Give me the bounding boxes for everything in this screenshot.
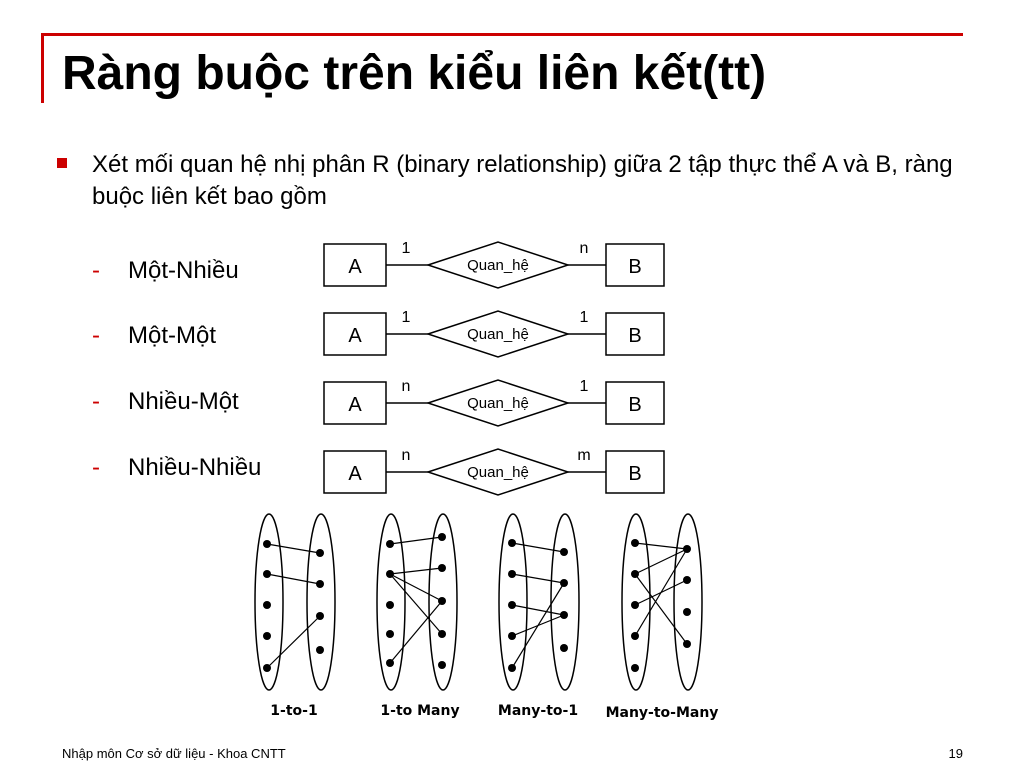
footer-page-number: 19 bbox=[948, 746, 963, 761]
mapping-lines bbox=[512, 543, 564, 668]
mapping-diagrams bbox=[250, 508, 740, 728]
cardinality-left: n bbox=[401, 447, 411, 464]
er-diagram-many-to-one bbox=[324, 378, 664, 426]
slide-title: Ràng buộc trên kiểu liên kết(tt) bbox=[62, 47, 767, 100]
entity-a-label: A bbox=[348, 325, 362, 347]
dash-marker: - bbox=[92, 322, 100, 349]
mapping-caption: 1-to-1 bbox=[270, 703, 318, 719]
footer-course-label: Nhập môn Cơ sở dữ liệu - Khoa CNTT bbox=[62, 746, 286, 761]
mapping-caption: Many-to-Many bbox=[605, 705, 719, 721]
relationship-label: Quan_hệ bbox=[467, 326, 529, 343]
cardinality-left: n bbox=[401, 378, 411, 395]
er-diagram-many-to-many bbox=[324, 447, 664, 495]
dash-marker: - bbox=[92, 388, 100, 415]
list-item-many-to-many bbox=[92, 453, 261, 483]
relationship-label: Quan_hệ bbox=[467, 395, 529, 412]
cardinality-right: m bbox=[577, 447, 591, 464]
list-item-label: Nhiều-Nhiều bbox=[128, 454, 262, 481]
mapping-lines bbox=[267, 544, 320, 668]
list-item-label: Một-Một bbox=[128, 322, 217, 349]
entity-b-label: B bbox=[628, 463, 642, 485]
entity-b-label: B bbox=[628, 256, 642, 278]
list-item-one-to-many bbox=[92, 256, 239, 286]
list-item-label: Một-Nhiều bbox=[128, 257, 239, 284]
dash-marker: - bbox=[92, 454, 100, 481]
relationship-label: Quan_hệ bbox=[467, 464, 529, 481]
element-dots bbox=[386, 533, 446, 669]
cardinality-right: 1 bbox=[579, 309, 589, 326]
entity-a-label: A bbox=[348, 463, 362, 485]
entity-a-label: A bbox=[348, 256, 362, 278]
entity-b-label: B bbox=[628, 325, 642, 347]
dash-marker: - bbox=[92, 257, 100, 284]
mapping-lines bbox=[635, 543, 687, 644]
title-accent-bar-vertical bbox=[41, 33, 44, 103]
intro-paragraph: Xét mối quan hệ nhị phân R (binary relationship) giữa 2 tập thực thể A và B, ràng buộc liên kết bao gồm bbox=[92, 151, 953, 210]
element-dots bbox=[631, 539, 691, 672]
list-item-one-to-one bbox=[92, 321, 216, 351]
er-diagram-one-to-many bbox=[324, 240, 664, 288]
set-b-ellipse bbox=[307, 514, 335, 690]
mapping-caption: Many-to-1 bbox=[497, 703, 579, 719]
cardinality-left: 1 bbox=[401, 309, 411, 326]
relationship-label: Quan_hệ bbox=[467, 257, 529, 274]
entity-b-label: B bbox=[628, 394, 642, 416]
mapping-one-to-one bbox=[255, 514, 335, 719]
bullet-square-icon bbox=[57, 158, 67, 168]
er-diagrams bbox=[320, 236, 670, 500]
mapping-lines bbox=[390, 537, 442, 663]
cardinality-left: 1 bbox=[401, 240, 411, 257]
list-item-label: Nhiều-Một bbox=[128, 388, 239, 415]
er-diagram-one-to-one bbox=[324, 309, 664, 357]
entity-a-label: A bbox=[348, 394, 362, 416]
mapping-many-to-many bbox=[606, 514, 719, 721]
cardinality-right: 1 bbox=[579, 378, 589, 395]
set-b-ellipse bbox=[674, 514, 702, 690]
set-b-ellipse bbox=[551, 514, 579, 690]
list-item-many-to-one bbox=[92, 387, 239, 417]
cardinality-right: n bbox=[579, 240, 589, 257]
mapping-many-to-one bbox=[498, 514, 579, 719]
mapping-one-to-many bbox=[377, 514, 460, 719]
mapping-caption: 1-to Many bbox=[380, 703, 460, 719]
title-accent-bar bbox=[41, 33, 963, 36]
element-dots bbox=[263, 540, 324, 672]
